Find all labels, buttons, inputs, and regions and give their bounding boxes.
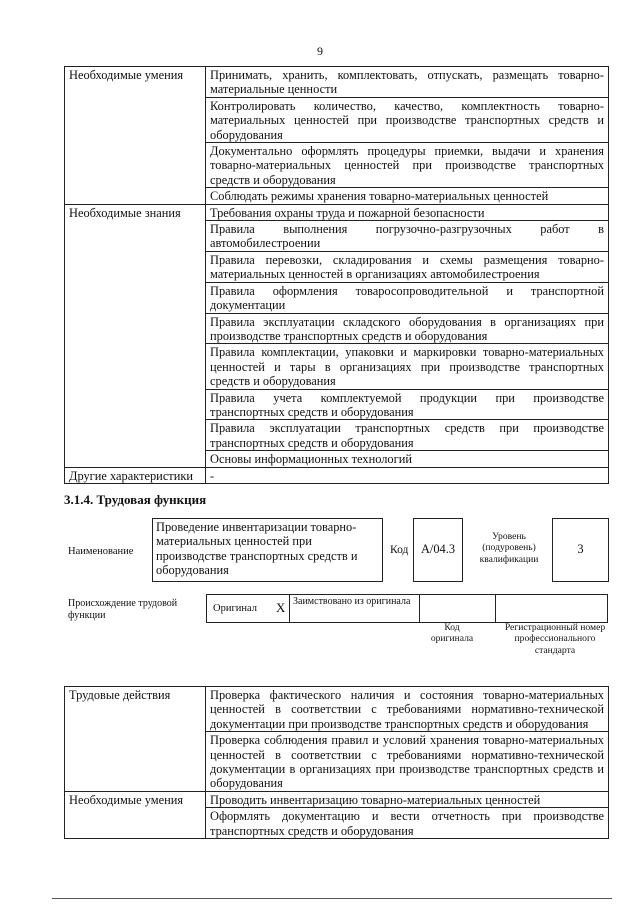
original-mark: X bbox=[276, 600, 286, 615]
table-cell: Правила перевозки, складирования и схемы размещения товарно-материальных ценностей в организациях автомобилестроения bbox=[206, 251, 609, 282]
table-cell: Проверка соблюдения правил и условий хранения товарно-материальных ценностей в соответствии с требованиями нормативно-технической документации в организациях при производстве транспортных средств и оборудования bbox=[206, 732, 609, 792]
table-cell: Правила оформления товаросопроводительной и транспортной документации bbox=[206, 282, 609, 313]
original-label: Оригинал bbox=[213, 603, 257, 614]
registration-number-caption: Регистрационный номер профессионального стандарта bbox=[504, 622, 606, 656]
table-cell: Основы информационных технологий bbox=[206, 451, 609, 467]
footer-rule bbox=[52, 898, 612, 899]
function-name-box bbox=[152, 518, 383, 582]
name-label: Наименование bbox=[68, 546, 134, 557]
table-cell: - bbox=[206, 467, 609, 483]
origin-label: Происхождение трудовой функции bbox=[68, 598, 178, 621]
origin-table bbox=[206, 594, 608, 623]
qualification-level-box bbox=[552, 518, 609, 582]
table-row bbox=[65, 791, 609, 807]
table-cell: Принимать, хранить, комплектовать, отпускать, размещать товарно-материальные ценности bbox=[206, 67, 609, 98]
table-cell: Соблюдать режимы хранения товарно-материальных ценностей bbox=[206, 188, 609, 204]
page-number: 9 bbox=[317, 44, 323, 58]
table-cell: Правила выполнения погрузочно-разгрузочных работ в автомобилестроении bbox=[206, 221, 609, 252]
code-value: A/04.3 bbox=[420, 542, 456, 556]
function-name-value: Проведение инвентаризации товарно-материальных ценностей при производстве транспортных средств и оборудования bbox=[156, 520, 358, 578]
table-cell: Правила учета комплектуемой продукции при производстве транспортных средств и оборудования bbox=[206, 389, 609, 420]
table-cell: Правила комплектации, упаковки и маркировки товарно-материальных ценностей и тары в организациях при производстве транспортных средств и оборудования bbox=[206, 344, 609, 389]
row-label: Трудовые действия bbox=[65, 687, 206, 792]
table-cell: Контролировать количество, качество, комплектность товарно-материальных ценностей при производстве транспортных средств и оборудования bbox=[206, 97, 609, 142]
table-cell: Проводить инвентаризацию товарно-материальных ценностей bbox=[206, 791, 609, 807]
requirements-table-2 bbox=[64, 686, 609, 839]
table-cell: Правила эксплуатации транспортных средств при производстве транспортных средств и оборудования bbox=[206, 420, 609, 451]
section-title: 3.1.4. Трудовая функция bbox=[64, 492, 207, 507]
table-cell: Правила эксплуатации складского оборудования в организациях при производстве транспортных средств и оборудования bbox=[206, 313, 609, 344]
table-row bbox=[65, 67, 609, 98]
row-label: Необходимые умения bbox=[65, 67, 206, 205]
table-row bbox=[65, 687, 609, 732]
borrowed-label: Заимствовано из оригинала bbox=[293, 596, 411, 607]
table-row bbox=[65, 467, 609, 483]
table-cell: Требования охраны труда и пожарной безопасности bbox=[206, 204, 609, 220]
code-value-box bbox=[413, 518, 463, 582]
code-label: Код bbox=[390, 544, 409, 556]
table-cell: Оформлять документацию и вести отчетность при производстве транспортных средств и оборудования bbox=[206, 808, 609, 839]
requirements-table-1 bbox=[64, 66, 609, 484]
qualification-level-value: 3 bbox=[577, 542, 584, 556]
qualification-level-label: Уровень (подуровень) квалификации bbox=[479, 531, 539, 565]
table-cell: Проверка фактического наличия и состояния товарно-материальных ценностей в соответствии с требованиями нормативно-технической документации при производстве транспортных средств и оборудования bbox=[206, 687, 609, 732]
table-cell: Документально оформлять процедуры приемки, выдачи и хранения товарно-материальных ценностей при производстве транспортных средств и оборудования bbox=[206, 143, 609, 188]
row-label: Другие характеристики bbox=[65, 467, 206, 483]
row-label: Необходимые знания bbox=[65, 204, 206, 467]
table-row bbox=[65, 204, 609, 220]
code-original-caption: Код оригинала bbox=[430, 622, 474, 645]
row-label: Необходимые умения bbox=[65, 791, 206, 838]
